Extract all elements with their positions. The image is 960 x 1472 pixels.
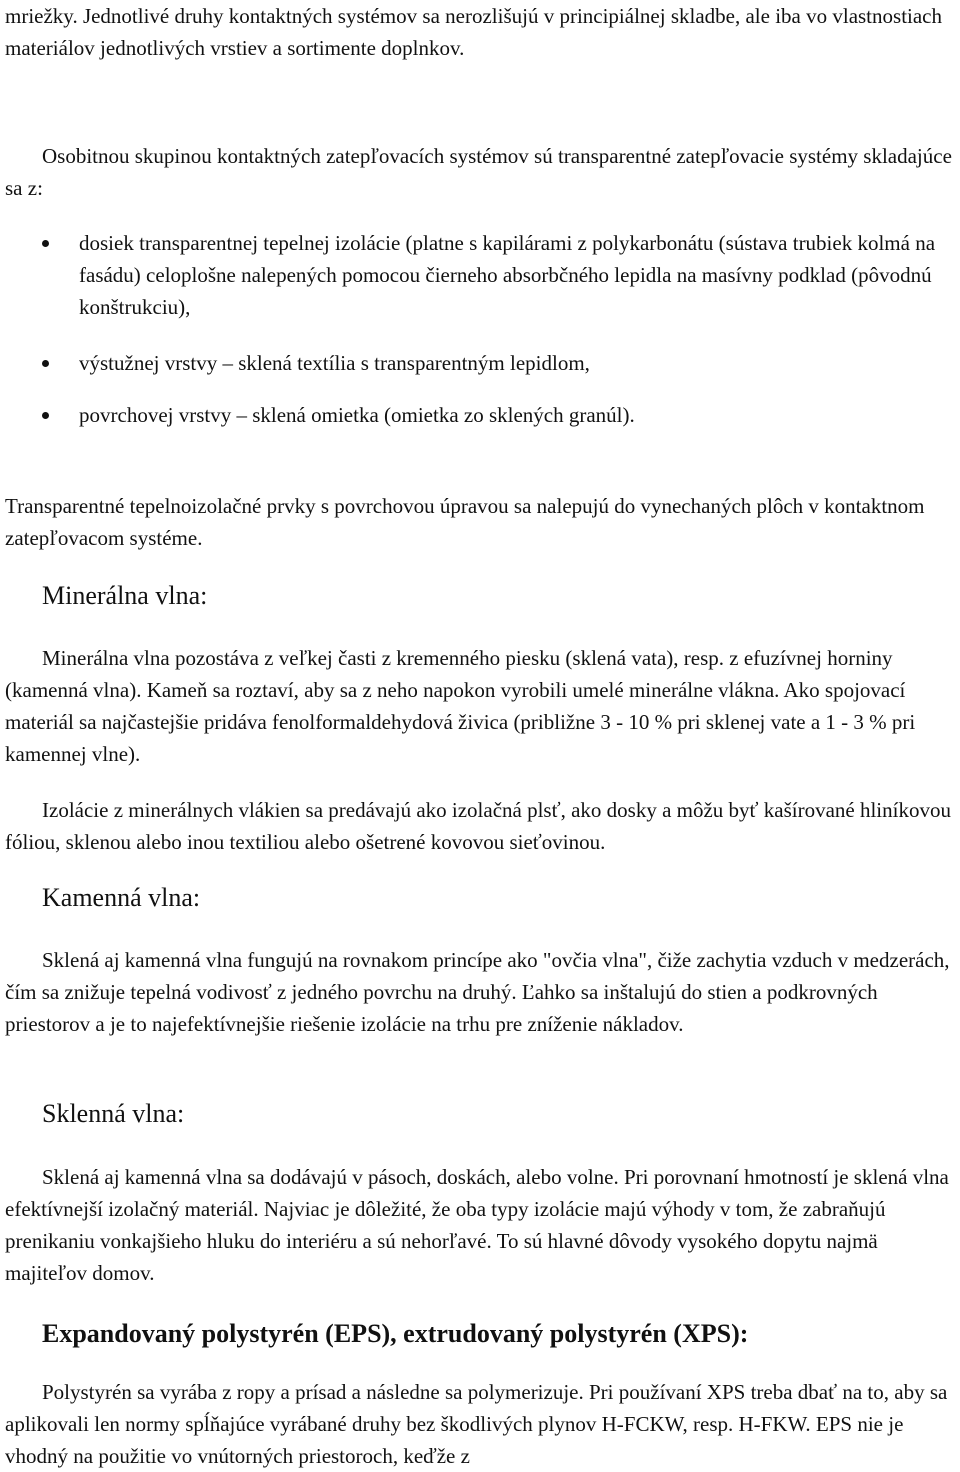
bullet-icon	[42, 360, 49, 367]
list-item	[0, 227, 939, 327]
bullet-icon	[42, 412, 49, 419]
intro-paragraph: mriežky. Jednotlivé druhy kontaktných systémov sa nerozlišujú v principiálnej skladbe, ale iba vo vlastnostiach materiálov jednotlivých vrstiev a sortimente doplnkov.	[5, 4, 943, 60]
list-item-text: výstužnej vrstvy – sklená textília s transparentným lepidlom,	[79, 351, 590, 375]
bullet-icon	[42, 240, 49, 247]
mineral-wool-paragraph-1: Minerálna vlna pozostáva z veľkej časti z kremenného piesku (sklená vata), resp. z efuzívnej horniny (kamenná vlna). Kameň sa roztaví, aby sa z neho napokon vyrobili umelé minerálne vlákna. Ako spojovací materiál sa najčastejšie pridáva fenolformaldehydová živica (približne 3 - 10 % pri sklenej vate a 1 - 3 % pri kamennej vlne).	[5, 646, 916, 766]
list-item	[0, 399, 939, 431]
section-heading-mineral-wool: Minerálna vlna:	[42, 581, 208, 610]
section-heading-stone-wool: Kamenná vlna:	[42, 883, 201, 912]
transparent-systems-intro: Osobitnou skupinou kontaktných zatepľovacích systémov sú transparentné zatepľovacie systémy skladajúce sa z:	[5, 144, 952, 200]
section-heading-glass-wool: Sklenná vlna:	[42, 1099, 185, 1128]
stone-wool-paragraph: Sklená aj kamenná vlna fungujú na rovnakom princípe ako "ovčia vlna", čiže zachytia vzduch v medzerách, čím sa znižuje tepelná vodivosť z jedného povrchu na druhý. Ľahko sa inštalujú do stien a podkrovných priestorov a je to najefektívnejšie riešenie izolácie na trhu pre zníženie nákladov.	[5, 948, 950, 1036]
list-item	[0, 347, 939, 379]
list-item-text: povrchovej vrstvy – sklená omietka (omietka zo sklených granúl).	[79, 403, 635, 427]
mineral-wool-paragraph-2: Izolácie z minerálnych vlákien sa predávajú ako izolačná plsť, ako dosky a môžu byť kašírované hliníkovou fóliou, sklenou alebo inou textiliou alebo ošetrené kovovou sieťovinou.	[5, 798, 951, 854]
transparent-systems-outro: Transparentné tepelnoizolačné prvky s povrchovou úpravou sa nalepujú do vynechaných plôch v kontaktnom zatepľovacom systéme.	[5, 494, 925, 550]
eps-xps-paragraph: Polystyrén sa vyrába z ropy a prísad a následne sa polymerizuje. Pri používaní XPS treba dbať na to, aby sa aplikovali len normy spĺňajúce vyrábané druhy bez škodlivých plynov H-FCKW, resp. H-FKW. EPS nie je vhodný na použitie vo vnútorných priestoroch, keďže z	[5, 1380, 948, 1468]
glass-wool-paragraph: Sklená aj kamenná vlna sa dodávajú v pásoch, doskách, alebo volne. Pri porovnaní hmotností je sklená vlna efektívnejší izolačný materiál. Najviac je dôležité, že oba typy izolácie majú výhody v tom, že zabraňujú prenikaniu vonkajšieho hluku do interiéru a sú nehorľavé. To sú hlavné dôvody vysokého dopytu najmä majiteľov domov.	[5, 1165, 949, 1285]
section-heading-eps-xps: Expandovaný polystyrén (EPS), extrudovaný polystyrén (XPS):	[42, 1319, 749, 1348]
list-item-text: dosiek transparentnej tepelnej izolácie (platne s kapilárami z polykarbonátu (sústava trubiek kolmá na fasádu) celoplošne nalepených pomocou čierneho absorbčného lepidla na masívny podklad (pôvodnú konštrukciu),	[79, 231, 936, 319]
transparent-systems-list	[0, 227, 960, 431]
